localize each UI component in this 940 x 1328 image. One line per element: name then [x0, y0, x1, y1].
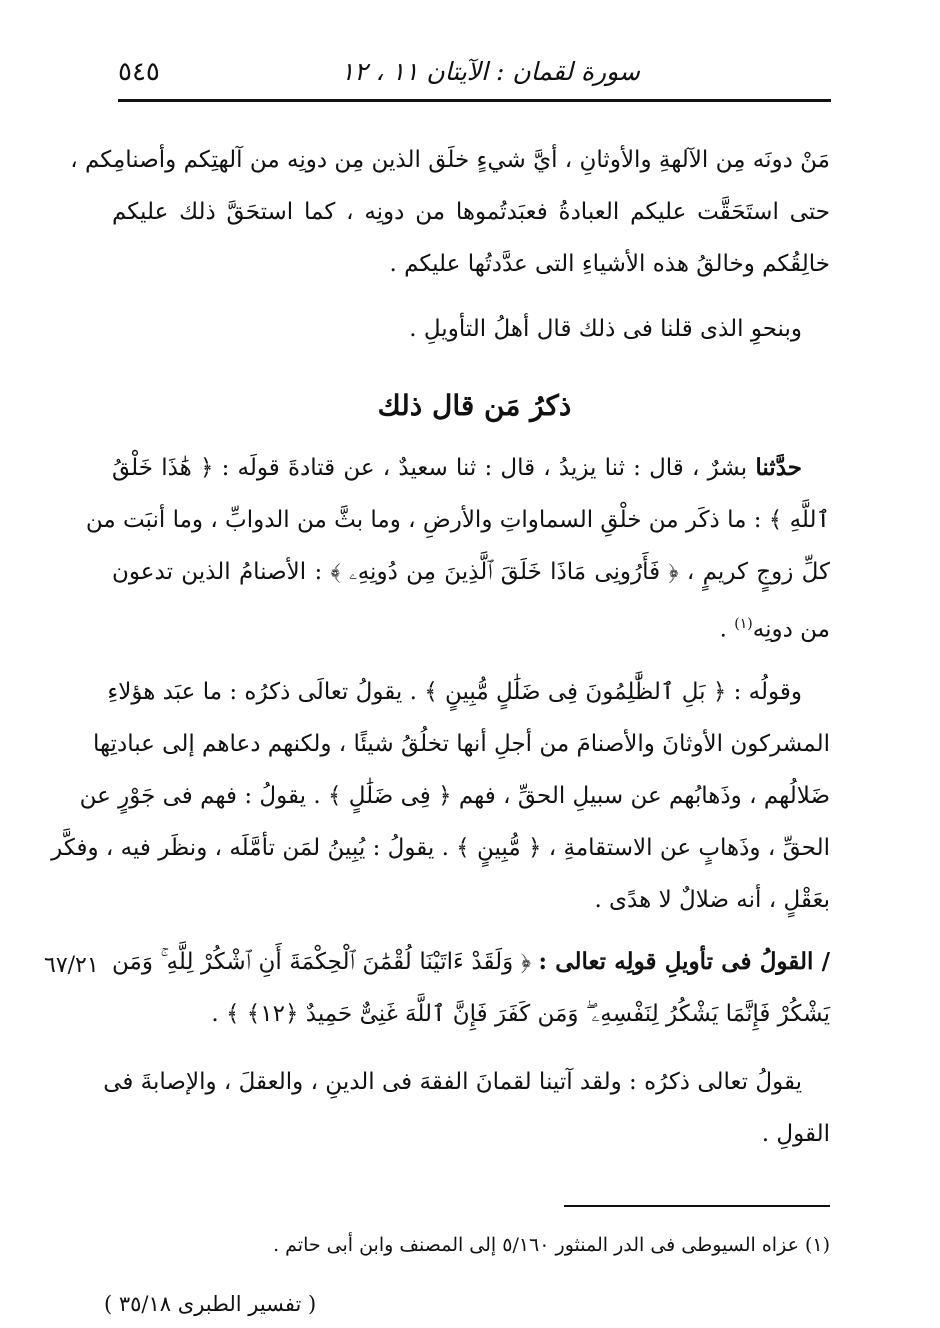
- line-text: بشرٌ ، قال : ثنا يزيدُ ، قال : ثنا سعيدٌ ، عن قتادةَ قولَه : ﴿ هَٰذَا خَلْقُ: [112, 455, 756, 481]
- line-text: من دونِه: [752, 616, 830, 643]
- heading-lead: / القولُ فى تأويلِ قولِه تعالى :: [538, 948, 830, 975]
- text-line: ضَلالُهم ، وذَهابُهم عن سبيلِ الحقِّ ، فهم ﴿ فِى ضَلَٰلٍ ﴾ . يقولُ : فهم فى جَوْرٍ عن: [79, 783, 830, 809]
- text-line: حتى استَحَقَّت عليكم العبادةُ فعبَدتُموها من دونِه ، كما استحَقَّ ذلك عليكم: [112, 199, 830, 225]
- running-title: سورة لقمان : الآيتان ١١ ، ١٢: [340, 57, 640, 86]
- text-line: خالِقُكم وخالقُ هذه الأشياءِ التى عدَّدتُها عليكم .: [389, 251, 830, 277]
- margin-reference: ٦٧/٢١: [44, 953, 99, 978]
- footnote-marker: (١): [734, 616, 753, 632]
- text-line: القولِ .: [761, 1121, 830, 1147]
- text-line: مَنْ دونَه مِن الآلهةِ والأوثانِ ، أيَّ شيءٍ خلَق الذين مِن دونِه من آلهتِكم وأصنامِكم ،: [70, 147, 830, 173]
- text-line: يقولُ تعالى ذكرُه : ولقد آتينا لقمانَ الفقهَ فى الدينِ ، والعقلَ ، والإصابةَ فى: [103, 1069, 802, 1095]
- line-end: .: [719, 616, 735, 643]
- line-text: ﴿ وَلَقَدْ ءَاتَيْنَا لُقْمَٰنَ ٱلْحِكْمَةَ أَنِ ٱشْكُرْ لِلَّهِ ۚ وَمَن: [112, 949, 539, 975]
- text-line: [112, 942, 830, 986]
- section-heading: ذكرُ مَن قال ذلك: [377, 389, 572, 422]
- page-number: ٥٤٥: [118, 57, 160, 87]
- footnote: (١) عزاه السيوطى فى الدر المنثور ٥/١٦٠ إلى المصنف وابن أبى حاتم .: [273, 1234, 830, 1256]
- text-line: الحقِّ ، وذَهابٍ عن الاستقامةِ ، ﴿ مُّبِينٍ ﴾ . يقولُ : يُبِينُ لمَن تأمَّلَه ، ونظَر فيه ، وفكَّر: [51, 835, 830, 861]
- text-line: وبنحوِ الذى قلنا فى ذلك قال أهلُ التأويلِ .: [409, 316, 802, 342]
- header-rule: [118, 99, 831, 102]
- footnote-rule: [564, 1205, 830, 1207]
- text-line: كلِّ زوجٍ كريمٍ ، ﴿ فَأَرُونِى مَاذَا خَلَقَ ٱلَّذِينَ مِن دُونِهِۦ ﴾ : الأصنامُ الذين تدعون: [112, 559, 830, 585]
- text-line: [112, 604, 830, 648]
- text-line: بعَقْلٍ ، أنه ضلالٌ لا هدًى .: [594, 887, 830, 913]
- text-line: [112, 448, 830, 492]
- bottom-reference: ( تفسير الطبرى ٣٥/١٨ ): [104, 1292, 317, 1316]
- text-line: ٱللَّهِ ﴾ : ما ذكَر من خلْقِ السماواتِ والأرضِ ، وما بثَّ من الدوابِّ ، وما أنبَت من: [85, 507, 830, 533]
- text-line: يَشْكُرْ فَإِنَّمَا يَشْكُرُ لِنَفْسِهِۦ ۖ وَمَن كَفَرَ فَإِنَّ ٱللَّهَ غَنِىٌّ حَمِيدٌ ﴿١٢﴾ ﴾ .: [211, 1001, 830, 1027]
- lead-word: حدَّثنا: [755, 454, 802, 481]
- text-line: المشركون الأوثانَ والأصنامَ من أجلِ أنها تخلُقُ شيئًا ، ولكنهم دعاهم إلى عبادتِها: [92, 731, 830, 757]
- text-line: وقولُه : ﴿ بَلِ ٱلظَّٰلِمُونَ فِى ضَلَٰلٍ مُّبِينٍ ﴾ . يقولُ تعالَى ذكرُه : ما عبَد هؤلاءِ: [107, 679, 802, 705]
